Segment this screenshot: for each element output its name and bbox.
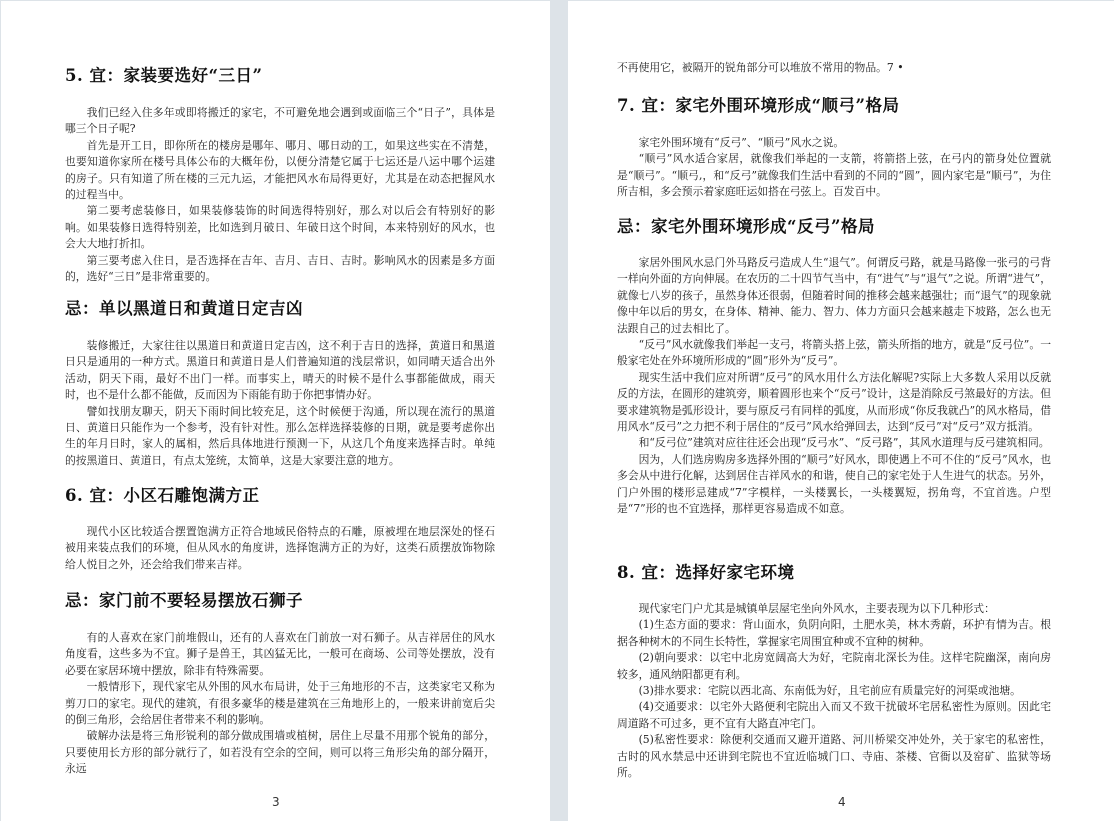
document-page-4 <box>568 1 1114 821</box>
paragraph: 破解办法是将三角形锐利的部分做成围墙或植树，居住上尽量不用那个锐角的部分，只要使用长方形的部分就行了，如若没有空余的空间，则可以将三角形尖角的部分隔开，永远 <box>65 729 495 776</box>
section-heading: 8. 宜：选择好家宅环境 <box>617 563 795 582</box>
paragraph: 我们已经入住多年或即将搬迁的家宅，不可避免地会遇到或面临三个“日子”，具体是哪三个日子呢? <box>65 106 495 136</box>
section-body <box>65 524 495 573</box>
section-heading: 7. 宜：家宅外围环境形成“顺弓”格局 <box>617 96 900 115</box>
paragraph: 装修搬迁，大家往往以黑道日和黄道日定吉凶，这不利于吉日的选择，黄道日和黑道日只是通用的一种方式。黑道日和黄道日是人们普遍知道的浅层常识，如同晴天适合出外活动，阴天下雨，最好不出门一样。而事实上，晴天的时候不是什么事都能做成，雨天时，也不是什么都不能做，反而因为下雨能有助于你把事情办好。 <box>65 339 495 402</box>
page-number: 3 <box>272 795 280 809</box>
paragraph: 现代家宅门户尤其是城镇单层屋宅坐向外风水，主要表现为以下几种形式： <box>638 602 995 615</box>
paragraph: 不再使用它，被隔开的锐角部分可以堆放不常用的物品。7 • <box>617 61 904 74</box>
paragraph: 和“反弓位”建筑对应往往还会出现“反弓水”、“反弓路”，其风水道理与反弓建筑相同。 <box>638 436 1050 450</box>
paragraph: 第二要考虑装修日，如果装修装饰的时间选得特别好，那么对以后会有特别好的影响。如果装修日选得特别差，比如选到月破日、年破日这个时间，本来特别好的风水，也会大大地打折扣。 <box>65 204 495 251</box>
document-page-3 <box>1 1 550 821</box>
paragraph: 一般情形下，现代家宅从外围的风水布局讲，处于三角地形的不吉，这类家宅又称为剪刀口的家宅。现代的建筑，有很多豪华的楼是建筑在三角地形上的，一般来讲前宽后尖的倒三角形，会给居住者带来不利的影响。 <box>65 680 495 727</box>
paragraph: “顺弓”风水适合家居，就像我们举起的一支箭，将箭搭上弦，在弓内的箭身处位置就是“顺弓”。“顺弓,，和“反弓”就像我们生活中看到的不同的“圆”，圆内家宅是“顺弓”，为住所吉相，多会预示着家庭旺运如搭在弓弦上。百发百中。 <box>617 152 1051 199</box>
paragraph: (2)朝向要求：以宅中北房宽阔高大为好，宅院南北深长为佳。这样宅院幽深，南向房较多，通风纳阳都更有利。 <box>617 651 1051 681</box>
paragraph: (1)生态方面的要求：背山面水，负阴向阳，土肥水美，林木秀蔚，环护有情为吉。根据各种树木的不同生长特性，掌握家宅周围宜种或不宜种的树种。 <box>617 618 1051 648</box>
paragraph: (3)排水要求：宅院以西北高、东南低为好，且宅前应有质量完好的河渠或池塘。 <box>638 684 1021 698</box>
section-body <box>65 630 495 778</box>
paragraph: “反弓”风水就像我们举起一支弓，将箭头搭上弦，箭头所指的地方，就是“反弓位”。一般家宅处在外环境所形成的“圆”形外为“反弓”。 <box>617 338 1051 368</box>
paragraph: (4)交通要求：以宅外大路便利宅院出入而又不致干扰破坏宅居私密性为原则。因此宅周道路不可过多，更不宜有大路直冲宅门。 <box>617 700 1051 730</box>
section-body <box>65 338 495 469</box>
section-body <box>617 255 1051 518</box>
section-body <box>617 601 1051 781</box>
paragraph: 因为，人们选房购房多选择外围的“顺弓”好风水，即使遇上不可不住的“反弓”风水，也多会从中进行化解，达到居住吉祥风水的和谐，使自己的家宅处于人生进气的状态。另外，门户外围的楼形忌建成“7”字模样，一头楼翼长，一头楼翼短，拐角弯，不宜首选。户型是“7”形的也不宜选择，那样更容易造成不如意。 <box>617 452 1051 516</box>
paragraph: 首先是开工日，即你所在的楼房是哪年、哪月、哪日动的工，如果这些实在不清楚，也要知道你家所在楼号具体公布的大概年份，以便分清楚它属于七运还是八运中哪个运建的房子。只有知道了所在楼的三元九运，才能把风水布局得更好，尤其是在动态把握风水的过程当中。 <box>65 138 495 202</box>
section-body <box>617 135 1051 201</box>
section-body <box>65 105 495 285</box>
paragraph: 第三要考虑入住日，是否选择在吉年、吉月、吉日、吉时。影响风水的因素是多方面的，选好“三日”是非常重要的。 <box>65 253 495 284</box>
continuation-text <box>617 60 1051 76</box>
paragraph: (5)私密性要求：除便利交通而又避开道路、河川桥梁交冲处外，关于家宅的私密性，古时的风水禁忌中还讲到宅院也不宜近临城门口、寺庙、茶楼、官衙以及窑矿、监狱等场所。 <box>617 733 1051 780</box>
paragraph: 现实生活中我们应对所谓“反弓”的风水用什么方法化解呢?实际上大多数人采用以反就反的方法，在圆形的建筑旁，顺着圆形也来个“反弓”设计，这是消除反弓煞最好的方法。但要求建筑物是弧形设计，要与原反弓有同样的弧度，从而形成“你反我就凸”的风水格局，借用风水“反弓”之力把不利于居住的“反弓”风水给弹回去，达到“反弓”对“反弓”双方抵消。 <box>617 370 1051 434</box>
page-number: 4 <box>838 795 846 809</box>
paragraph: 现代小区比较适合摆置饱满方正符合地域民俗特点的石雕，原被埋在地层深处的怪石被用来装点我们的环境，但从风水的角度讲，选择饱满方正的为好，这类石质摆放饰物除给人悦目之外，还会给我们带来吉祥。 <box>65 525 495 571</box>
paragraph: 有的人喜欢在家门前堆假山，还有的人喜欢在门前放一对石狮子。从吉祥居住的风水角度看，这些多为不宜。狮子是兽王，其凶猛无比，一般可在商场、公司等处摆放，没有必要在家居环境中摆放，除非有特殊需要。 <box>65 631 495 677</box>
paragraph: 家宅外围环境有“反弓”、“顺弓”风水之说。 <box>638 136 845 149</box>
section-heading: 忌：单以黑道日和黄道日定吉凶 <box>65 299 303 318</box>
paragraph: 家居外围风水忌门外马路反弓造成人生“退气”。何谓反弓路，就是马路像一张弓的弓背一样向外面的方向伸展。在农历的二十四节气当中，有“进气”与“退气”之说。所谓“进气”，就像七八岁的孩子，虽然身体还很弱，但随着时间的推移会越来越强壮；而“退气”的现象就像中年以后的男女，在身体、精神、能力、智力、体力方面只会越来越走下坡路，怎么也无法跟自己的过去相比了。 <box>617 256 1051 335</box>
section-heading: 5. 宜：家装要选好“三日” <box>65 66 263 85</box>
paragraph: 譬如找朋友聊天，阴天下雨时间比较充足，这个时候便于沟通，所以现在流行的黑道日、黄道日只能作为一个参考，没有针对性。那么怎样选择装修的日期，就是要考虑你出生的年月日时，家人的属相，然后具体地进行预测一下，从这几个角度来选择吉时。单纯的按黑道日、黄道日，有点太笼统，太简单，这是大家要注意的地方。 <box>65 404 495 467</box>
section-heading: 6. 宜：小区石雕饱满方正 <box>65 486 260 505</box>
section-heading: 忌：家门前不要轻易摆放石狮子 <box>65 591 303 610</box>
section-heading: 忌：家宅外围环境形成“反弓”格局 <box>617 217 875 236</box>
